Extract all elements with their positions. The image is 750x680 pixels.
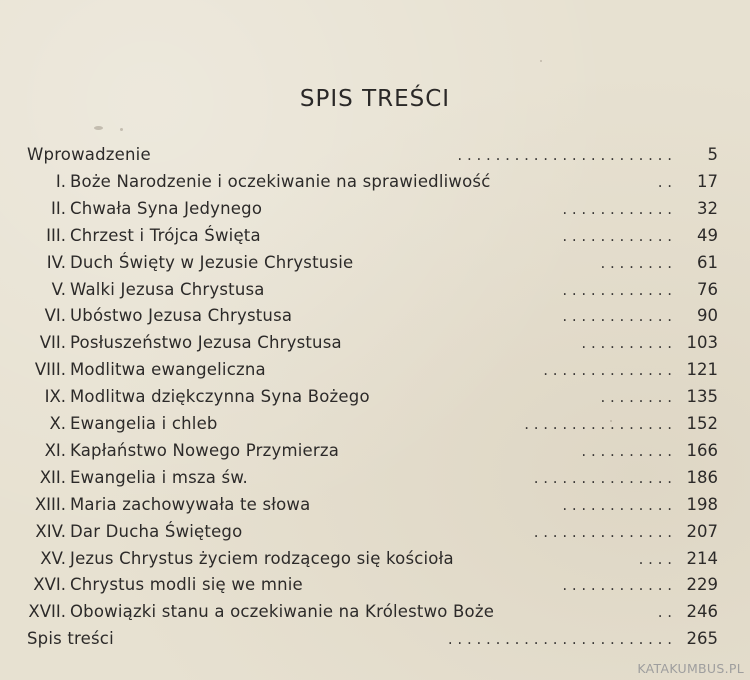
chapter-title: Jezus Chrystus życiem rodzącego się kościoła xyxy=(70,548,454,568)
toc-entry xyxy=(0,546,750,572)
chapter-title: Chwała Syna Jedynego xyxy=(70,198,263,218)
toc-entry xyxy=(0,599,750,625)
dot-leader: . . . . . . . . . . . . xyxy=(562,307,672,326)
paper-speck xyxy=(120,128,123,131)
chapter-title: Ewangelia i chleb xyxy=(70,414,218,433)
page-title: SPIS TREŚCI xyxy=(299,86,451,112)
page-number: 229 xyxy=(686,575,718,595)
chapter-title: Duch Święty w Jezusie Chrystusie xyxy=(70,252,354,272)
chapter-title: Walki Jezusa Chrystusa xyxy=(70,279,265,299)
page-number: 246 xyxy=(686,602,718,622)
dot-leader: . . . . . . . . . . . . . . . xyxy=(533,468,672,487)
chapter-title: Maria zachowywała te słowa xyxy=(70,494,311,514)
page-number: 207 xyxy=(686,521,718,541)
page-number: 17 xyxy=(697,171,718,191)
chapter-number: XII. xyxy=(39,467,66,487)
dot-leader: . . . . . . . . . . . . . . . . xyxy=(524,415,672,433)
chapter-number: XVII. xyxy=(28,602,66,622)
page-number: 49 xyxy=(697,225,718,245)
toc-entry xyxy=(0,357,750,383)
chapter-number: XIV. xyxy=(35,521,66,541)
chapter-number: IX. xyxy=(44,387,66,407)
chapter-title: Wprowadzenie xyxy=(27,145,151,164)
chapter-title: Modlitwa dziękczynna Syna Bożego xyxy=(70,387,370,407)
chapter-title: Dar Ducha Świętego xyxy=(70,521,243,541)
toc-entry xyxy=(0,519,750,545)
paper-speck xyxy=(540,60,542,62)
chapter-title: Chrystus modli się we mnie xyxy=(70,575,303,595)
toc-entry xyxy=(0,411,750,437)
chapter-number: X. xyxy=(49,414,66,433)
dot-leader: . . . . . . . . . . xyxy=(581,334,672,353)
chapter-title: Spis treści xyxy=(27,629,114,649)
chapter-number: IV. xyxy=(46,252,66,272)
toc-entry xyxy=(0,384,750,410)
toc-entry xyxy=(0,465,750,491)
toc-entry xyxy=(0,196,750,222)
toc-entry xyxy=(0,330,750,356)
toc-entry xyxy=(0,142,750,168)
dot-leader: . . . . . . . . xyxy=(600,388,672,407)
page-number: 135 xyxy=(686,387,718,407)
dot-leader: . . . . . . . . . . . . . . . xyxy=(533,522,672,541)
chapter-number: V. xyxy=(51,279,66,299)
dot-leader: . . . . . . . . . . . . . . xyxy=(543,361,672,380)
page-number: 61 xyxy=(697,252,718,272)
page-number: 76 xyxy=(697,279,718,299)
toc-entry xyxy=(0,438,750,464)
toc-entry xyxy=(0,250,750,276)
chapter-number: II. xyxy=(51,198,66,218)
chapter-number: I. xyxy=(55,171,66,191)
chapter-title: Chrzest i Trójca Święta xyxy=(70,225,261,245)
dot-leader: . . . . . . . . . . . . xyxy=(562,226,672,245)
chapter-number: VIII. xyxy=(34,360,66,380)
page-number: 198 xyxy=(686,494,718,514)
paper-speck xyxy=(94,126,103,130)
chapter-number: III. xyxy=(46,225,66,245)
dot-leader: . . . . xyxy=(638,549,672,568)
dot-leader: . . . . . . . . . . . . . . . . . . . . . . . xyxy=(457,146,672,164)
site-watermark: KATAKUMBUS.PL xyxy=(637,661,744,676)
dot-leader: . . . . . . . . . . . . xyxy=(562,199,672,218)
chapter-number: XVI. xyxy=(33,575,66,595)
page-number: 5 xyxy=(707,145,718,164)
toc-entry xyxy=(0,626,750,652)
chapter-number: XIII. xyxy=(34,494,66,514)
dot-leader: . . . . . . . . . . xyxy=(581,441,672,460)
chapter-number: VI. xyxy=(44,306,66,326)
dot-leader: . . . . . . . . . . . . xyxy=(562,576,672,595)
toc-entry xyxy=(0,572,750,598)
page-number: 103 xyxy=(686,333,718,353)
page-number: 90 xyxy=(697,306,718,326)
toc-entry xyxy=(0,169,750,195)
toc-entry xyxy=(0,492,750,518)
chapter-number: VII. xyxy=(39,333,66,353)
page-number: 121 xyxy=(686,360,718,380)
dot-leader: . . . . . . . . . . . . xyxy=(562,495,672,514)
page-number: 166 xyxy=(686,440,718,460)
toc-entry xyxy=(0,223,750,249)
toc-entry xyxy=(0,303,750,329)
chapter-title: Obowiązki stanu a oczekiwanie na Królestwo Boże xyxy=(70,602,495,622)
chapter-title: Boże Narodzenie i oczekiwanie na sprawiedliwość xyxy=(70,171,491,191)
chapter-title: Kapłaństwo Nowego Przymierza xyxy=(70,440,340,460)
dot-leader: . . xyxy=(657,603,672,622)
page-number: 186 xyxy=(686,467,718,487)
chapter-title: Ubóstwo Jezusa Chrystusa xyxy=(70,306,293,326)
dot-leader: . . . . . . . . xyxy=(600,253,672,272)
chapter-number: XI. xyxy=(44,440,66,460)
chapter-title: Posłuszeństwo Jezusa Chrystusa xyxy=(70,333,342,353)
chapter-title: Modlitwa ewangeliczna xyxy=(70,360,266,380)
chapter-title: Ewangelia i msza św. xyxy=(70,467,248,487)
page-number: 32 xyxy=(697,198,718,218)
chapter-number: XV. xyxy=(40,548,66,568)
page-number: 152 xyxy=(686,414,718,433)
page-number: 214 xyxy=(686,548,718,568)
dot-leader: . . xyxy=(657,172,672,191)
page-number: 265 xyxy=(686,629,718,649)
toc-entry xyxy=(0,277,750,303)
dot-leader: . . . . . . . . . . . . . . . . . . . . . . . . xyxy=(447,630,672,649)
dot-leader: . . . . . . . . . . . . xyxy=(562,280,672,299)
